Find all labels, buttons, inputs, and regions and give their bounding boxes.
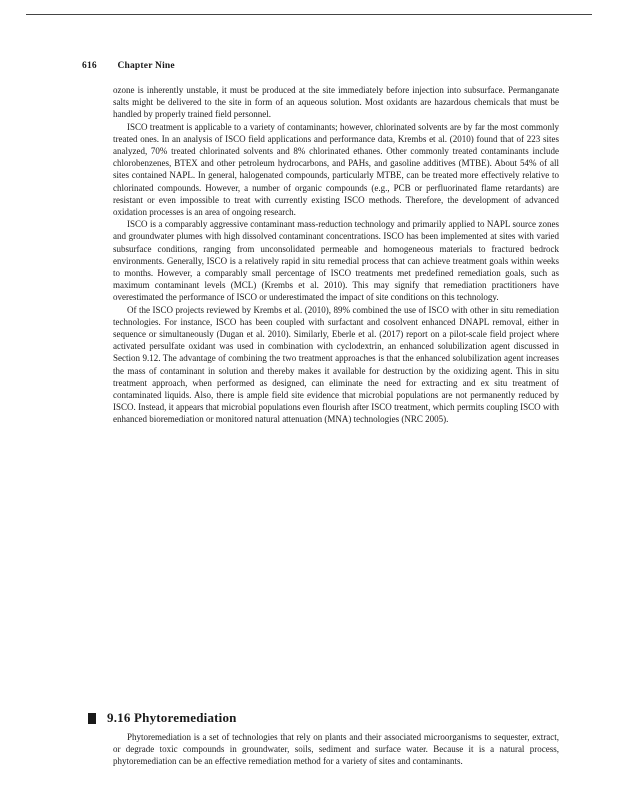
paragraph: Of the ISCO projects reviewed by Krembs et al. (2010), 89% combined the use of ISCO with other in situ remediation technologies. For instance, ISCO has been coupled with surfactant and cosolvent enhanced DNAPL removal, either in sequence or simultaneously (Dugan et al. 2010). Similarly, Eberle et al. (2017) report on a pilot-scale field project where activated persulfate oxidant was used in combination with cyclodextrin, an enhanced solubilization agent discussed in Section 9.12. The advantage of combining the two treatment approaches is that the enhanced solubilization agent increases the mass of contaminant in solution and thereby makes it available for destruction by the oxidizing agent. This in situ treatment approach, when performed as designed, can eliminate the need for extracting and ex situ treatment of contaminated liquids. Also, there is ample field site evidence that microbial populations are not permanently reduced by ISCO. Instead, it appears that microbial populations even flourish after ISCO treatment, which permits coupling ISCO with enhanced bioremediation or monitored natural attenuation (MNA) technologies (NRC 2005).: [113, 304, 559, 425]
page-number: 616: [82, 61, 97, 71]
section-body-text: [113, 731, 559, 768]
running-header: [82, 61, 175, 71]
paragraph: ISCO is a comparably aggressive contaminant mass-reduction technology and primarily applied to NAPL source zones and groundwater plumes with high dissolved contaminant concentrations. ISCO has been implemented at sites with varied subsurface conditions, ranging from unconsolidated permeable and homogeneous materials to fractured bedrock environments. Generally, ISCO is a relatively rapid in situ remedial process that can achieve treatment goals within weeks to months. However, a comparably small percentage of ISCO treatments met predefined remediation goals, such as maximum contaminant levels (MCL) (Krembs et al. 2010). This may signify that remediation practitioners have overestimated the performance of ISCO or underestimated the impact of site conditions on this technology.: [113, 219, 559, 303]
body-text: [113, 84, 559, 426]
chapter-title: Chapter Nine: [117, 61, 175, 71]
section-heading: [88, 710, 237, 726]
paragraph: ozone is inherently unstable, it must be produced at the site immediately before injection into subsurface. Permanganate salts might be delivered to the site in form of an aqueous solution. Most oxidants are hazardous chemicals that must be handled by properly trained field personnel.: [113, 85, 559, 120]
paragraph: ISCO treatment is applicable to a variety of contaminants; however, chlorinated solvents are by far the most commonly treated ones. In an analysis of ISCO field applications and performance data, Krembs et al. (2010) found that of 223 sites analyzed, 70% treated chlorinated solvents and 8% chlorinated ethanes. Other commonly treated contaminants include chlorobenzenes, BTEX and other petroleum hydrocarbons, and PAHs, and gasoline additives (MTBE). About 54% of all sites contained NAPL. In general, halogenated compounds, particularly MTBE, can be treated more effectively relative to chlorinated compounds. However, a number of organic compounds (e.g., PCB or perfluorinated flame retardants) are resistant or even impossible to treat with currently existing ISCO methods. Therefore, the development of advanced oxidation processes is an area of ongoing research.: [113, 121, 559, 218]
top-rule: [26, 14, 592, 15]
section-marker-icon: [88, 713, 96, 724]
paragraph: Phytoremediation is a set of technologies that rely on plants and their associated microorganisms to sequester, extract, or degrade toxic compounds in groundwater, soils, sediment and surface water. Because it is a natural process, phytoremediation can be an effective remediation method for a variety of sites and contaminants.: [113, 732, 559, 767]
section-title: 9.16 Phytoremediation: [107, 710, 237, 725]
